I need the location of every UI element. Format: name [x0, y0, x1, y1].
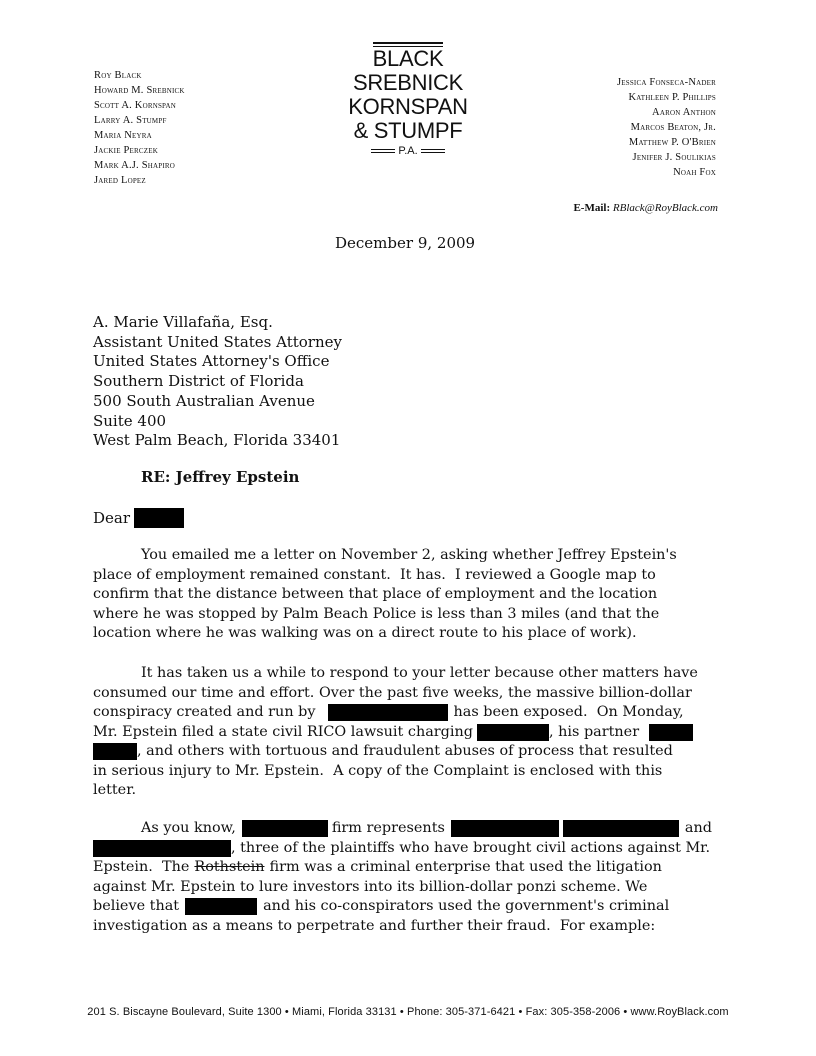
partner-name: Howard M. Srebnick	[94, 85, 185, 96]
partner-name: Roy Black	[94, 70, 142, 81]
text-line	[93, 585, 723, 605]
line-text: It has taken us a while to respond to your letter because other matters have	[141, 665, 698, 681]
logo-pa-row	[340, 145, 476, 157]
logo-line: BLACK	[372, 46, 444, 71]
text-line	[93, 605, 723, 625]
partner-name: Jenifer J. Soulikias	[632, 152, 716, 163]
partner-name: Aaron Anthon	[652, 107, 716, 118]
firm-logo	[340, 42, 476, 157]
text-line	[93, 839, 723, 859]
redaction-box	[451, 820, 559, 837]
address-line: Southern District of Florida	[93, 372, 304, 391]
text-line	[93, 762, 723, 782]
letterhead-footer: 201 S. Biscayne Boulevard, Suite 1300 • Miami, Florida 33131 • Phone: 305-371-6421 • Fax: 305-358-2006 • www.RoyBlack.com	[87, 1006, 729, 1018]
line-text: Mr. Epstein filed a state civil RICO lawsuit charging	[93, 723, 473, 740]
email-line	[573, 202, 718, 214]
logo-line: KORNSPAN	[348, 94, 468, 119]
partner-name: Kathleen P. Phillips	[628, 92, 716, 103]
line-text: consumed our time and effort. Over the past five weeks, the massive billion-dollar	[93, 684, 692, 701]
line-text: Epstein. The	[93, 859, 190, 875]
line-text: has been exposed. On Monday,	[453, 704, 684, 720]
text-line	[93, 664, 723, 684]
line-text: , his partner	[548, 723, 640, 740]
salutation-text: Dear	[93, 509, 131, 527]
email-label: E-Mail:	[573, 202, 611, 214]
logo-dash	[421, 149, 445, 153]
email-address[interactable]: RBlack@RoyBlack.com	[612, 202, 718, 214]
paragraph-3	[93, 819, 723, 936]
letter-date: December 9, 2009	[335, 234, 476, 252]
partners-right-list	[617, 75, 716, 180]
redaction-box	[477, 724, 549, 741]
text-line	[93, 703, 723, 723]
recipient-address	[93, 313, 342, 451]
partner-name: Jared Lopez	[94, 175, 146, 186]
logo-dash	[371, 149, 395, 153]
paragraph-1	[93, 546, 723, 644]
line-text: letter.	[93, 782, 137, 798]
partner-name: Jessica Fonseca-Nader	[616, 77, 716, 88]
partner-name: Matthew P. O'Brien	[628, 137, 716, 148]
line-text: investigation as a means to perpetrate and further their fraud. For example:	[93, 917, 656, 934]
line-text: firm was a criminal enterprise that used the litigation	[269, 859, 662, 875]
line-text: against Mr. Epstein to lure investors into its billion-dollar ponzi scheme. We	[93, 878, 648, 895]
logo-line: & STUMPF	[353, 118, 463, 143]
logo-line: SREBNICK	[352, 70, 464, 95]
logo-rule	[373, 42, 443, 44]
struck-text: Rothstein	[194, 859, 265, 875]
text-line	[93, 858, 723, 878]
text-line	[93, 917, 723, 937]
text-line	[93, 742, 723, 762]
text-line	[93, 878, 723, 898]
address-line: West Palm Beach, Florida 33401	[93, 431, 341, 450]
redaction-box	[328, 704, 448, 721]
address-line: United States Attorney's Office	[93, 352, 330, 371]
redaction-box	[242, 820, 328, 837]
redaction-box	[649, 724, 693, 741]
salutation	[93, 508, 184, 528]
address-line: A. Marie Villafaña, Esq.	[93, 313, 273, 331]
text-line	[93, 781, 723, 801]
partner-name: Noah Fox	[673, 167, 716, 178]
partner-name: Maria Neyra	[94, 130, 152, 141]
line-text: You emailed me a letter on November 2, asking whether Jeffrey Epstein's	[141, 547, 677, 563]
line-text: firm represents	[331, 820, 445, 836]
logo-pa: P.A.	[398, 145, 418, 157]
partner-name: Scott A. Kornspan	[94, 100, 177, 111]
address-line: Assistant United States Attorney	[93, 332, 342, 351]
line-text: and his co-conspirators used the government's criminal	[263, 898, 670, 914]
line-text: believe that	[93, 898, 180, 914]
line-text: As you know,	[141, 820, 236, 836]
partner-name: Marcos Beaton, Jr.	[630, 122, 716, 133]
line-text: in serious injury to Mr. Epstein. A copy of the Complaint is enclosed with this	[93, 762, 663, 779]
line-text: location where he was walking was on a direct route to his place of work).	[93, 625, 637, 641]
text-line	[93, 897, 723, 917]
redaction-box	[185, 898, 257, 915]
text-line	[93, 624, 723, 644]
redaction-box	[563, 820, 679, 837]
line-text: conspiracy created and run by	[93, 704, 316, 720]
line-text: confirm that the distance between that place of employment and the location	[93, 586, 658, 602]
re-line: RE: Jeffrey Epstein	[141, 468, 300, 486]
line-text: place of employment remained constant. It has. I reviewed a Google map to	[93, 566, 656, 583]
text-line	[93, 723, 723, 743]
paragraph-2	[93, 664, 723, 801]
line-text: where he was stopped by Palm Beach Police is less than 3 miles (and that the	[93, 605, 660, 622]
redaction-box	[93, 743, 137, 760]
redaction-box	[93, 840, 231, 857]
partner-name: Mark A.J. Shapiro	[94, 160, 176, 171]
address-line: 500 South Australian Avenue	[93, 391, 315, 410]
line-text: , and others with tortuous and fraudulent abuses of process that resulted	[137, 743, 673, 759]
text-line	[93, 566, 723, 586]
partner-name: Larry A. Stumpf	[94, 115, 167, 126]
partners-left-list	[94, 68, 185, 188]
redaction-box	[134, 508, 184, 528]
address-line: Suite 400	[93, 411, 167, 430]
text-line	[93, 546, 723, 566]
line-text: and	[684, 820, 712, 836]
text-line	[93, 684, 723, 704]
text-line	[93, 819, 723, 839]
partner-name: Jackie Perczek	[94, 145, 158, 156]
line-text: , three of the plaintiffs who have brought civil actions against Mr.	[231, 839, 711, 856]
